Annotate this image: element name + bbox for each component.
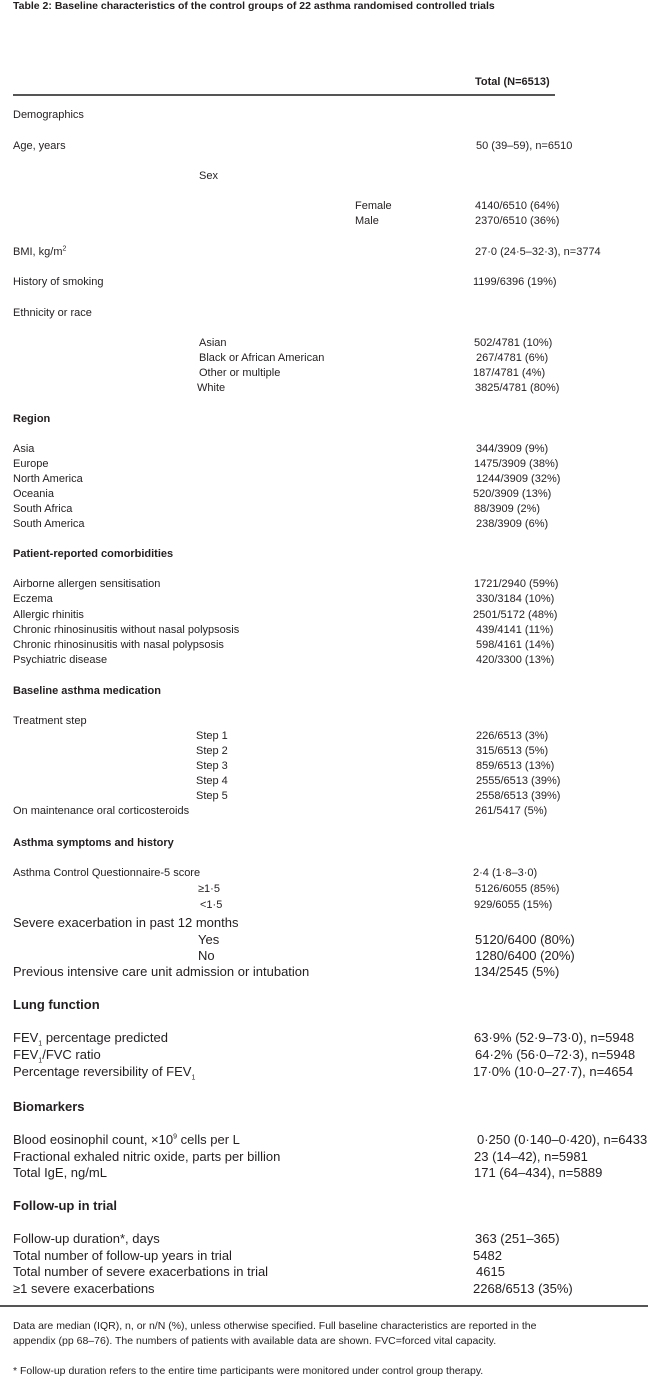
- row-value-acq-lt: 929/6055 (15%): [474, 899, 553, 911]
- row-value-north-america: 1244/3909 (32%): [476, 473, 561, 485]
- row-label-crs-with: Chronic rhinosinusitis with nasal polypsosis: [13, 639, 224, 651]
- row-label-step1: Step 1: [196, 730, 228, 742]
- row-label-asia: Asia: [13, 443, 35, 455]
- row-label-oceania: Oceania: [13, 488, 54, 500]
- row-label-ge1-exacerbations: ≥1 severe exacerbations: [13, 1281, 155, 1296]
- row-label-europe: Europe: [13, 458, 49, 470]
- row-value-female: 4140/6510 (64%): [475, 200, 560, 212]
- row-label-white: White: [197, 382, 226, 394]
- section-demographics: Demographics: [13, 109, 84, 121]
- row-label-ethnicity: Ethnicity or race: [13, 307, 92, 319]
- row-value-reversibility: 17·0% (10·0–27·7), n=4654: [473, 1064, 634, 1079]
- row-label-total-exacerbations: Total number of severe exacerbations in trial: [13, 1264, 269, 1279]
- row-value-step2: 315/6513 (5%): [476, 745, 549, 757]
- row-value-smoking: 1199/6396 (19%): [473, 276, 557, 288]
- row-label-crs-without: Chronic rhinosinusitis without nasal polypsosis: [13, 624, 240, 636]
- fev-ratio-subscript: 1: [38, 1057, 43, 1065]
- row-label-other: Other or multiple: [199, 367, 281, 379]
- section-region: Region: [13, 413, 51, 425]
- row-value-male: 2370/6510 (36%): [475, 215, 560, 227]
- row-label-female: Female: [355, 200, 392, 212]
- section-symptoms: Asthma symptoms and history: [13, 837, 174, 849]
- footnote-line-1: Data are median (IQR), n, or n/N (%), unless otherwise specified. Full baseline characteristics are reported in the: [13, 1320, 537, 1332]
- row-label-smoking: History of smoking: [13, 276, 104, 288]
- row-value-black: 267/4781 (6%): [476, 352, 549, 364]
- column-header-total: Total (N=6513): [475, 76, 550, 88]
- eosinophil-superscript: 9: [173, 1133, 178, 1141]
- row-label-reversibility: Percentage reversibility of $FEV_1$: [13, 1064, 196, 1082]
- row-value-age: 50 (39–59), n=6510: [476, 140, 573, 152]
- section-biomarkers: Biomarkers: [13, 1099, 85, 1114]
- row-value-fev-ratio: 64·2% (56·0–72·3), n=5948: [475, 1047, 636, 1062]
- row-value-eosinophil: 0·250 (0·140–0·420), n=6433: [477, 1132, 648, 1147]
- row-label-follow-up-duration: Follow-up duration*, days: [13, 1231, 160, 1246]
- row-label-sev-no: No: [198, 948, 215, 963]
- row-label-psychiatric: Psychiatric disease: [13, 654, 108, 666]
- row-label-acq: Asthma Control Questionnaire-5 score: [13, 867, 201, 879]
- row-value-asian: 502/4781 (10%): [474, 337, 553, 349]
- row-label-severe-exacerbation: Severe exacerbation in past 12 months: [13, 915, 239, 930]
- row-value-ige: 171 (64–434), n=5889: [474, 1165, 603, 1180]
- row-label-south-america: South America: [13, 518, 85, 530]
- section-medication: Baseline asthma medication: [13, 685, 161, 697]
- row-value-fev-predicted: 63·9% (52·9–73·0), n=5948: [474, 1030, 635, 1045]
- row-label-north-america: North America: [13, 473, 83, 485]
- table-title: Table 2: Baseline characteristics of the control groups of 22 asthma randomised controlled trials: [13, 0, 495, 12]
- row-value-icu: 134/2545 (5%): [474, 964, 560, 979]
- row-value-ocs: 261/5417 (5%): [475, 805, 548, 817]
- row-label-male: Male: [355, 215, 379, 227]
- row-label-bmi: BMI, $kg/m^2$: [13, 245, 67, 258]
- row-label-feno: Fractional exhaled nitric oxide, parts per billion: [13, 1149, 281, 1164]
- row-value-asia: 344/3909 (9%): [476, 443, 549, 455]
- row-label-acq-lt: <1·5: [200, 899, 223, 911]
- row-value-oceania: 520/3909 (13%): [473, 488, 552, 500]
- row-value-step5: 2558/6513 (39%): [476, 790, 561, 802]
- row-label-eczema: Eczema: [13, 593, 53, 605]
- row-value-sev-no: 1280/6400 (20%): [475, 948, 575, 963]
- row-value-follow-up-years: 5482: [473, 1248, 502, 1263]
- section-follow-up: Follow-up in trial: [13, 1198, 117, 1213]
- reversibility-subscript: 1: [191, 1074, 196, 1082]
- row-value-europe: 1475/3909 (38%): [474, 458, 559, 470]
- row-label-acq-ge: ≥1·5: [198, 883, 220, 895]
- row-value-acq-ge: 5126/6055 (85%): [475, 883, 560, 895]
- row-label-sev-yes: Yes: [198, 932, 220, 947]
- row-label-ige: Total IgE, ng/mL: [13, 1165, 107, 1180]
- row-label-step3: Step 3: [196, 760, 228, 772]
- row-value-psychiatric: 420/3300 (13%): [476, 654, 555, 666]
- row-label-step5: Step 5: [196, 790, 228, 802]
- row-value-white: 3825/4781 (80%): [475, 382, 560, 394]
- row-label-fev-ratio: $FEV_1$/FVC ratio: [13, 1047, 101, 1065]
- row-value-follow-up-duration: 363 (251–365): [475, 1231, 560, 1246]
- section-lung-function: Lung function: [13, 997, 100, 1012]
- row-value-bmi: 27·0 (24·5–32·3), n=3774: [475, 246, 601, 258]
- row-label-age: Age, years: [13, 140, 66, 152]
- header-rule: [13, 94, 555, 96]
- section-comorbidities: Patient-reported comorbidities: [13, 548, 174, 560]
- row-label-south-africa: South Africa: [13, 503, 73, 515]
- footnote-asterisk: * Follow-up duration refers to the entire time participants were monitored under control group therapy.: [13, 1365, 484, 1377]
- row-label-asian: Asian: [199, 337, 227, 349]
- row-label-ocs: On maintenance oral corticosteroids: [13, 805, 190, 817]
- row-value-allergen: 1721/2940 (59%): [474, 578, 559, 590]
- row-value-feno: 23 (14–42), n=5981: [474, 1149, 588, 1164]
- row-label-sex: Sex: [199, 170, 218, 182]
- fev-subscript: 1: [38, 1040, 43, 1048]
- row-label-allergen: Airborne allergen sensitisation: [13, 578, 161, 590]
- row-value-sev-yes: 5120/6400 (80%): [475, 932, 575, 947]
- row-value-crs-without: 439/4141 (11%): [476, 624, 554, 636]
- row-value-acq: 2·4 (1·8–3·0): [473, 867, 538, 879]
- row-value-ge1-exacerbations: 2268/6513 (35%): [473, 1281, 573, 1296]
- row-value-eczema: 330/3184 (10%): [476, 593, 555, 605]
- row-label-black: Black or African American: [199, 352, 325, 364]
- row-label-step4: Step 4: [196, 775, 228, 787]
- row-label-icu: Previous intensive care unit admission or intubation: [13, 964, 310, 979]
- row-value-south-africa: 88/3909 (2%): [474, 503, 541, 515]
- row-label-eosinophil: Blood eosinophil count, $\times 10^9$ cells per L: [13, 1132, 240, 1147]
- row-value-step3: 859/6513 (13%): [476, 760, 555, 772]
- footnote-line-2: appendix (pp 68–76). The numbers of patients with available data are shown. FVC=forced vital capacity.: [13, 1335, 497, 1347]
- row-label-follow-up-years: Total number of follow-up years in trial: [13, 1248, 232, 1263]
- row-label-rhinitis: Allergic rhinitis: [13, 609, 84, 621]
- row-value-rhinitis: 2501/5172 (48%): [473, 609, 558, 621]
- row-value-step1: 226/6513 (3%): [476, 730, 549, 742]
- row-label-step2: Step 2: [196, 745, 228, 757]
- row-value-step4: 2555/6513 (39%): [476, 775, 561, 787]
- row-value-total-exacerbations: 4615: [476, 1264, 505, 1279]
- row-value-crs-with: 598/4161 (14%): [476, 639, 555, 651]
- bmi-superscript: 2: [62, 245, 67, 253]
- row-label-fev-predicted: $FEV_1$ percentage predicted: [13, 1030, 168, 1048]
- row-value-south-america: 238/3909 (6%): [476, 518, 549, 530]
- table-bottom-rule: [0, 1305, 648, 1307]
- row-label-treatment-step: Treatment step: [13, 715, 87, 727]
- row-value-other: 187/4781 (4%): [473, 367, 546, 379]
